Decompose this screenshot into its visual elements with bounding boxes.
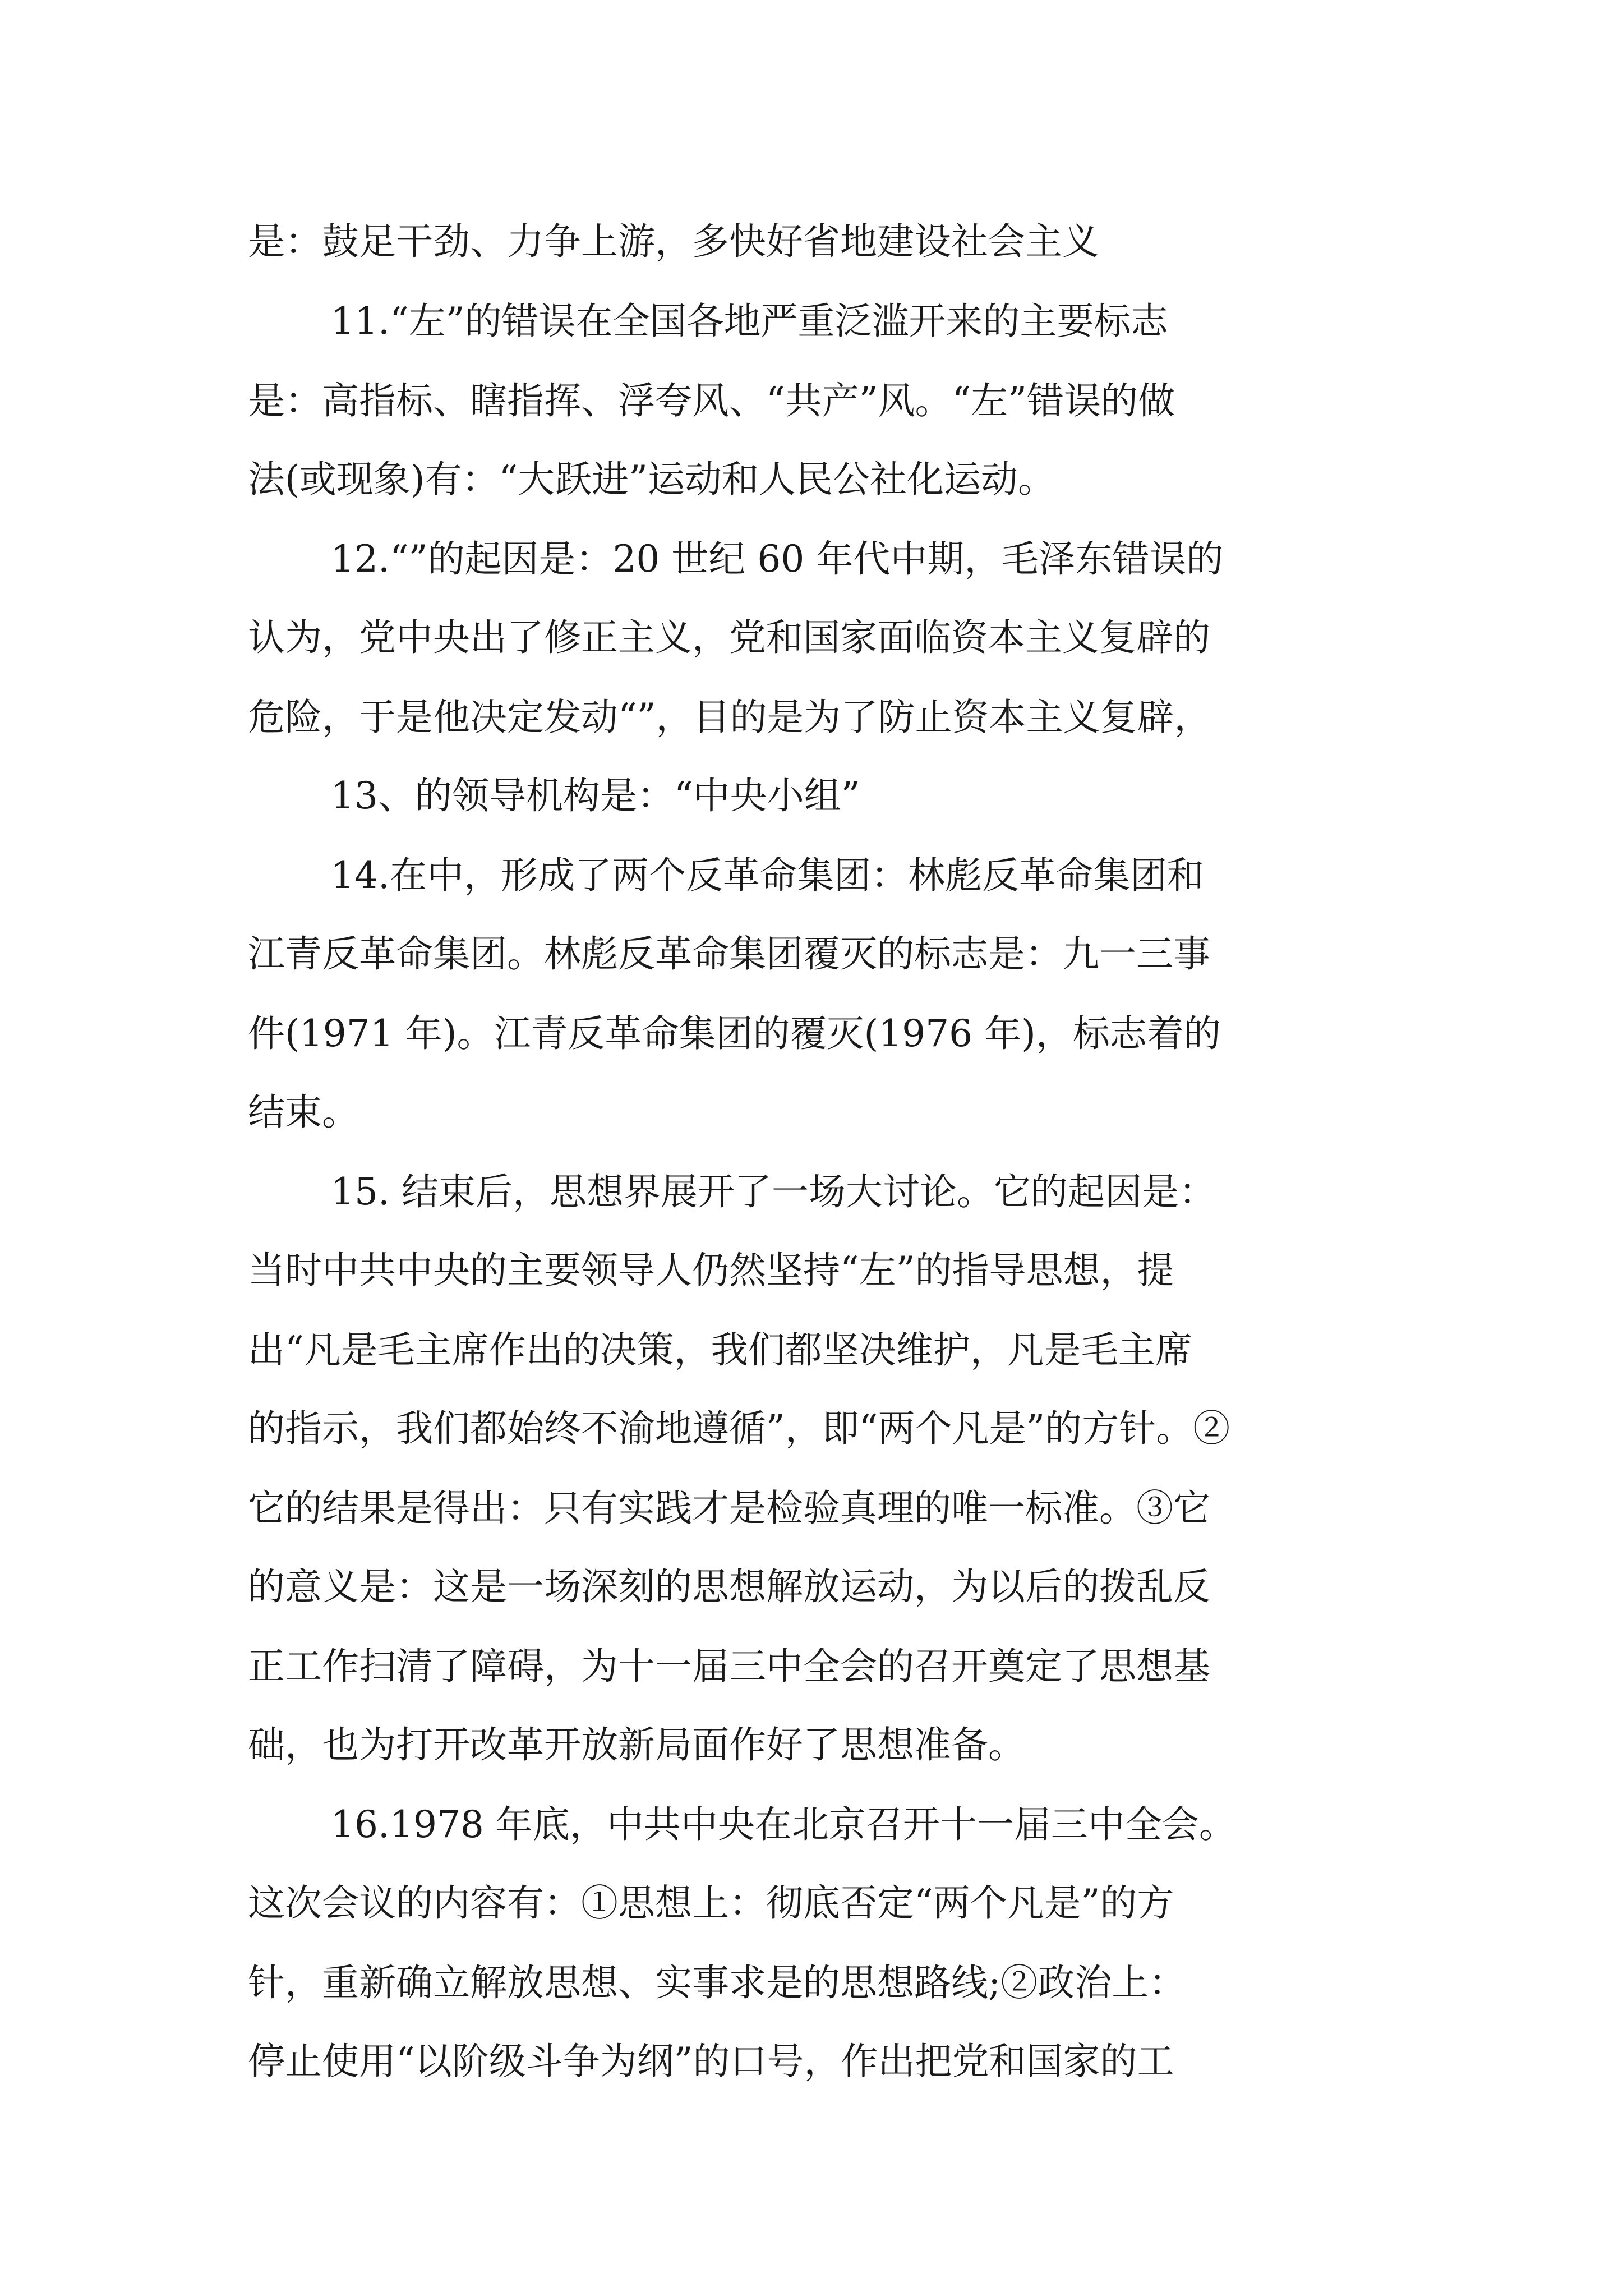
text-line: 停止使用“以阶级斗争为纲”的口号，作出把党和国家的工 bbox=[248, 2040, 1174, 2083]
text-line: 认为，党中央出了修正主义，党和国家面临资本主义复辟的 bbox=[248, 616, 1210, 659]
text-line: 11.“左”的错误在全国各地严重泛滥开来的主要标志 bbox=[331, 300, 1168, 343]
text-line: 的意义是：这是一场深刻的思想解放运动，为以后的拨乱反 bbox=[248, 1565, 1210, 1608]
text-line: 法(或现象)有：“大跃进”运动和人民公社化运动。 bbox=[248, 458, 1055, 501]
text-line: 正工作扫清了障碍，为十一届三中全会的召开奠定了思想基 bbox=[248, 1645, 1210, 1688]
text-line: 结束。 bbox=[248, 1091, 359, 1134]
text-line: 它的结果是得出：只有实践才是检验真理的唯一标准。③它 bbox=[248, 1487, 1210, 1530]
text-line: 础，也为打开改革开放新局面作好了思想准备。 bbox=[248, 1723, 1025, 1766]
text-line: 危险，于是他决定发动“”，目的是为了防止资本主义复辟， bbox=[248, 696, 1211, 739]
text-line: 这次会议的内容有：①思想上：彻底否定“两个凡是”的方 bbox=[248, 1881, 1174, 1925]
text-line: 16.1978 年底，中共中央在北京召开十一届三中全会。 bbox=[331, 1803, 1236, 1846]
text-line: 当时中共中央的主要领导人仍然坚持“左”的指导思想，提 bbox=[248, 1249, 1174, 1292]
text-line: 的指示，我们都始终不渝地遵循”，即“两个凡是”的方针。② bbox=[248, 1407, 1230, 1450]
text-line: 14.在中，形成了两个反革命集团：林彪反革命集团和 bbox=[331, 854, 1204, 897]
text-line: 是：鼓足干劲、力争上游，多快好省地建设社会主义 bbox=[248, 220, 1099, 263]
text-line: 是：高指标、瞎指挥、浮夸风、“共产”风。“左”错误的做 bbox=[248, 379, 1175, 422]
text-line: 12.“”的起因是：20 世纪 60 年代中期，毛泽东错误的 bbox=[331, 537, 1224, 581]
text-line: 件(1971 年)。江青反革命集团的覆灭(1976 年)，标志着的 bbox=[248, 1012, 1221, 1055]
text-line: 江青反革命集团。林彪反革命集团覆灭的标志是：九一三事 bbox=[248, 932, 1210, 976]
text-line: 13、的领导机构是：“中央小组” bbox=[331, 774, 860, 817]
text-line: 15. 结束后，思想界展开了一场大讨论。它的起因是： bbox=[331, 1170, 1216, 1213]
text-line: 出“凡是毛主席作出的决策，我们都坚决维护，凡是毛主席 bbox=[248, 1328, 1192, 1372]
text-line: 针，重新确立解放思想、实事求是的思想路线;②政治上： bbox=[248, 1961, 1186, 2004]
